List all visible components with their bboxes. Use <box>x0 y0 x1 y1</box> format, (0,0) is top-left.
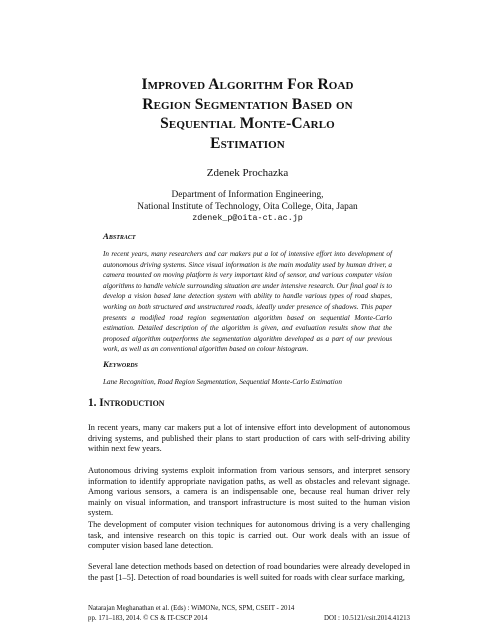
footer-doi: DOI : 10.5121/csit.2014.41213 <box>324 614 410 622</box>
intro-paragraph-4: Several lane detection methods based on detection of road boundaries were already developed in the past [1–5]. Detection of road boundaries is well suited for roads with clear surface marking, <box>88 562 410 582</box>
affiliation-institute: National Institute of Technology, Oita College, Oita, Japan <box>137 201 358 212</box>
footer-pages: pp. 171–183, 2014. © CS & IT-CSCP 2014 <box>88 614 208 622</box>
abstract-heading: Abstract <box>103 231 136 241</box>
title-line-1: Improved Algorithm For Road <box>141 76 354 93</box>
keywords-heading: Keywords <box>103 359 138 369</box>
keywords-text: Lane Recognition, Road Region Segmentation, Sequential Monte-Carlo Estimation <box>103 378 342 386</box>
title-line-4: Estimation <box>210 134 285 152</box>
author-email: zdenek_p@oita-ct.ac.jp <box>192 213 303 223</box>
page-footer <box>88 604 410 623</box>
intro-paragraph-3: The development of computer vision techniques for autonomous driving is a very challenging task, and intensive research on this topic is carried out. Our work deals with an issue of computer vision based lane detection. <box>88 520 410 551</box>
footer-row <box>88 614 410 624</box>
footer-proceedings: Natarajan Meghanathan et al. (Eds) : WiMONe, NCS, SPM, CSEIT - 2014 <box>88 605 295 612</box>
intro-paragraph-1: In recent years, many car makers put a lot of intensive effort into development of autonomous driving systems, and published their plans to start production of cars with self-driving ability within next few years. <box>88 423 410 454</box>
title-line-3: Sequential Monte-Carlo <box>160 115 335 132</box>
abstract-text: In recent years, many researchers and car makers put a lot of intensive effort into development of autonomous driving systems. Since visual information is the main modality used by human driver, a camera mounted on moving platform is very important kind of sensor, and various computer vision algorithms to handle vehicle surrounding situation are under intensive research. Our final goal is to develop a vision based lane detection system with ability to handle various types of road shapes, working on both structured and unstructured roads, ideally under presence of shadows. This paper presents a modified road region segmentation algorithm based on sequential Monte-Carlo estimation. Detailed description of the algorithm is given, and evaluation results show that the proposed algorithm outperforms the segmentation algorithm developed as a part of our previous work, as well as an conventional algorithm based on colour histogram. <box>103 250 392 354</box>
author-affiliation <box>0 190 495 225</box>
affiliation-department: Department of Information Engineering, <box>171 190 324 200</box>
intro-paragraph-2: Autonomous driving systems exploit information from various sensors, and interpret sensory information to identify appropriate navigation paths, as well as obstacles and relevant signage. Among various sensors, a camera is an indispensable one, because real human driver rely mainly on visual information, and transport infrastructure is most suited to the human vision system. <box>88 466 410 518</box>
paper-title <box>88 75 407 153</box>
title-line-2: Region Segmentation Based on <box>142 95 353 113</box>
introduction-heading: 1. Introduction <box>88 397 165 409</box>
author-name: Zdenek Prochazka <box>206 167 289 179</box>
